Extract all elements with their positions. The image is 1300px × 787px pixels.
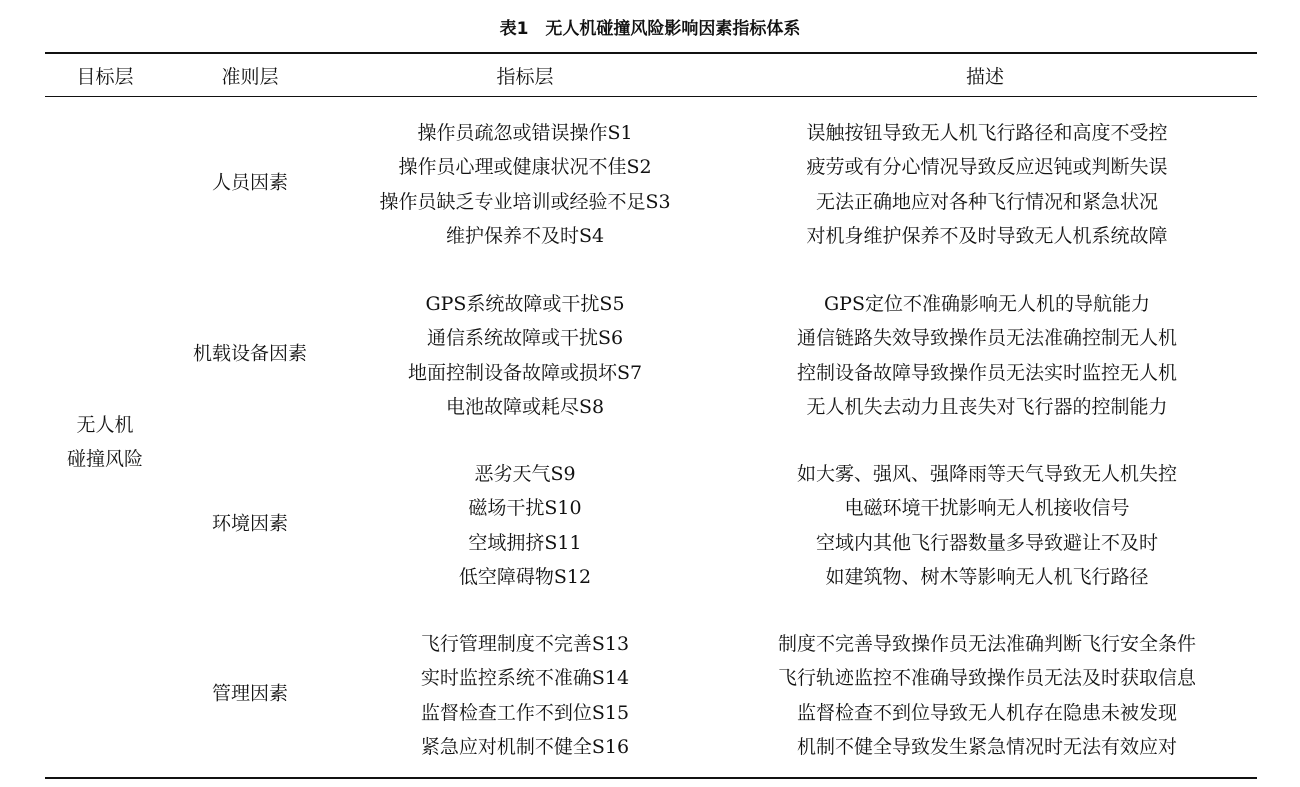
indicator-cell: 实时监控系统不准确S14 [420, 667, 630, 690]
description-cell: 飞行轨迹监控不准确导致操作员无法及时获取信息 [777, 667, 1197, 690]
criterion-cell: 环境因素 [211, 512, 289, 535]
description-cell: 监督检查不到位导致无人机存在隐患未被发现 [796, 701, 1178, 724]
indicator-cell: 操作员缺乏专业培训或经验不足S3 [379, 190, 671, 213]
indicator-cell: 操作员疏忽或错误操作S1 [417, 122, 633, 144]
description-cell: 对机身维护保养不及时导致无人机系统故障 [806, 224, 1168, 247]
description-cell: 机制不健全导致发生紧急情况时无法有效应对 [796, 735, 1178, 758]
indicator-cell: 通信系统故障或干扰S6 [426, 327, 624, 350]
indicator-cell: 地面控制设备故障或损坏S7 [407, 361, 643, 384]
indicator-cell: 操作员心理或健康状况不佳S2 [398, 156, 652, 179]
bottom-rule [45, 777, 1257, 779]
description-cell: 如大雾、强风、强降雨等天气导致无人机失控 [796, 463, 1178, 485]
criterion-cell: 人员因素 [211, 171, 289, 194]
indicator-cell: 空域拥挤S11 [468, 531, 582, 554]
indicator-cell: 低空障碍物S12 [458, 565, 592, 588]
top-rule [45, 52, 1257, 54]
header-criterion: 准则层 [221, 66, 279, 88]
indicator-cell: 紧急应对机制不健全S16 [420, 735, 630, 758]
description-cell: 疲劳或有分心情况导致反应迟钝或判断失误 [806, 156, 1168, 179]
header-description: 描述 [965, 66, 1004, 88]
description-cell: 通信链路失效导致操作员无法准确控制无人机 [796, 327, 1178, 350]
description-cell: 无法正确地应对各种飞行情况和紧急状况 [815, 190, 1159, 213]
description-cell: 无人机失去动力且丧失对飞行器的控制能力 [806, 395, 1168, 418]
criterion-cell: 机载设备因素 [192, 342, 308, 365]
indicator-cell: 维护保养不及时S4 [445, 224, 605, 247]
indicator-cell: 飞行管理制度不完善S13 [420, 633, 630, 655]
header-target: 目标层 [76, 66, 134, 88]
criterion-cell: 管理因素 [211, 682, 289, 705]
target-layer-cell [45, 408, 165, 476]
table-caption: 表1 无人机碰撞风险影响因素指标体系 [499, 19, 801, 39]
indicator-cell: 监督检查工作不到位S15 [420, 701, 630, 724]
target-line-1: 无人机 [76, 414, 134, 436]
description-cell: 电磁环境干扰影响无人机接收信号 [844, 497, 1130, 520]
description-cell: 控制设备故障导致操作员无法实时监控无人机 [796, 361, 1178, 384]
indicator-cell: 磁场干扰S10 [468, 497, 582, 520]
target-line-2: 碰撞风险 [66, 448, 143, 470]
description-cell: 空域内其他飞行器数量多导致避让不及时 [815, 531, 1159, 554]
header-indicator: 指标层 [496, 66, 554, 88]
indicator-cell: 电池故障或耗尽S8 [445, 395, 605, 418]
indicator-cell: 恶劣天气S9 [474, 463, 576, 485]
description-cell: GPS定位不准确影响无人机的导航能力 [824, 293, 1150, 315]
description-cell: 误触按钮导致无人机飞行路径和高度不受控 [806, 122, 1168, 144]
description-cell: 如建筑物、树木等影响无人机飞行路径 [825, 565, 1149, 588]
description-cell: 制度不完善导致操作员无法准确判断飞行安全条件 [777, 633, 1197, 655]
indicator-cell: GPS系统故障或干扰S5 [425, 293, 625, 315]
header-rule [45, 96, 1257, 97]
